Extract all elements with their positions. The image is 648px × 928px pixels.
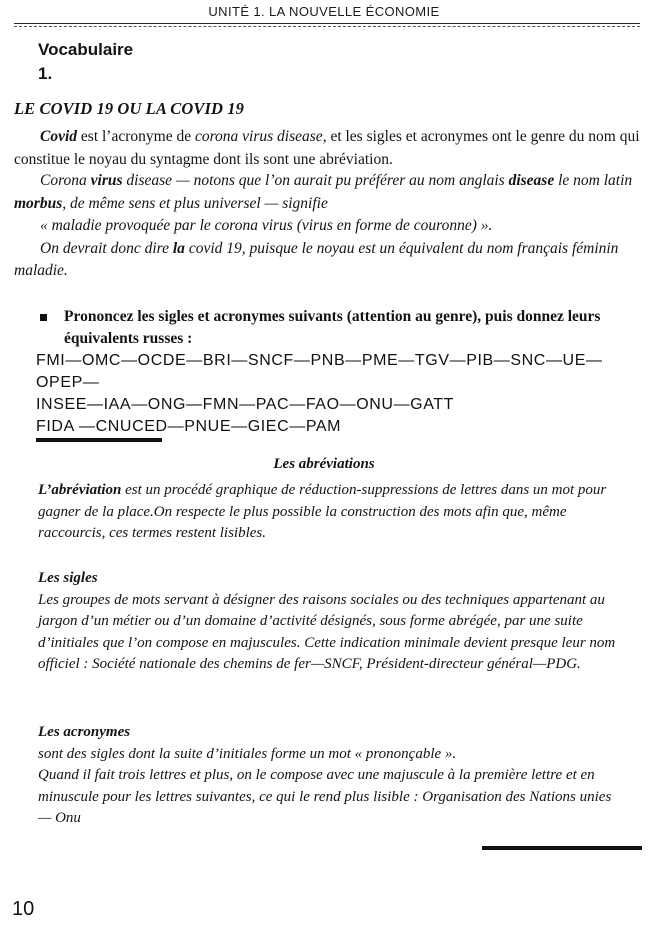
covid-p4-a: On devrait donc dire [40, 239, 173, 257]
covid-heading: LE COVID 19 OU LA COVID 19 [14, 99, 244, 118]
section-title: Vocabulaire [38, 40, 134, 59]
covid-paragraph-4 [14, 238, 644, 283]
header-rule [14, 23, 640, 27]
covid-paragraph-1 [14, 126, 640, 171]
section-number: 1. [38, 64, 53, 83]
box-bottom-rule [482, 846, 642, 850]
covid-paragraph-3: « maladie provoquée par le corona virus (virus en forme de couronne) ». [40, 217, 493, 234]
covid-p2-b: disease — notons que l’on aurait pu préférer au nom anglais [122, 172, 509, 189]
page-number: 10 [12, 898, 35, 920]
covid-p4-la: la [172, 239, 185, 257]
abbreviation-paragraph [38, 480, 628, 545]
acronym-line: FIDA —CNUCED—PNUE—GIEC—PAM [36, 418, 342, 435]
abbreviation-term: L’abréviation [38, 482, 122, 498]
acronymes-heading: Les acronymes [38, 724, 131, 740]
acronymes-line-2: Quand il fait trois lettres et plus, on le compose avec une majuscule à la première lettre et en minuscule pour les lettres suivantes, ce qui le rend plus lisible : Organisation des Nations unies — Onu [38, 767, 612, 826]
exercise-instruction-text: Prononcez les sigles et acronymes suivants (attention au genre), puis donnez leurs équivalents russes : [64, 308, 601, 347]
covid-p2-virus: virus [90, 172, 123, 189]
covid-phrase: corona virus disease [194, 128, 323, 145]
covid-p4-b: covid 19, puisque le noyau est un équivalent du nom français féminin maladie. [14, 239, 619, 279]
acronym-line: FMI—OMC—OCDE—BRI—SNCF—PNB—PME—TGV—PIB—SNC—UE—OPEP— [36, 352, 603, 391]
bullet-square-icon [40, 314, 47, 321]
box-top-rule [36, 438, 162, 442]
acronym-list [36, 350, 648, 438]
abbreviations-heading: Les abréviations [273, 456, 375, 472]
covid-p1-text-b: , et les sigles et acronymes ont le genre du nom qui constitue le noyau du syntagme dont ils sont une abréviation. [14, 128, 640, 168]
covid-p2-morbus: morbus [14, 194, 63, 212]
exercise-instruction [38, 306, 648, 350]
sigles-heading: Les sigles [38, 570, 98, 586]
covid-explanation [14, 170, 644, 283]
covid-paragraph-2 [14, 170, 644, 215]
covid-p2-d: , de même sens et plus universel — signifie [62, 194, 328, 212]
sigles-section [38, 568, 628, 676]
acronymes-line-1: sont des sigles dont la suite d’initiales forme un mot « prononçable ». [38, 745, 457, 762]
abbreviation-text: est un procédé graphique de réduction-suppressions de lettres dans un mot pour gagner de la place.On respecte le plus possible la construction des mots afin que, même raccourcis, ces termes restent lisibles. [38, 482, 607, 541]
sigles-text: Les groupes de mots servant à désigner des raisons sociales ou des techniques appartenant au jargon d’un métier ou d’un domaine d’activité désignés, sous forme abrégée, par une suite d’initiales que l’on compose en majuscules. Cette indication minimale devient presque leur nom officiel : Société nationale des chemins de fer—SNCF, Président-directeur général—PDG. [38, 591, 616, 672]
covid-p2-a: Corona [40, 172, 91, 189]
running-header: UNITÉ 1. LA NOUVELLE ÉCONOMIE [208, 4, 440, 19]
covid-p1-text-a: est l’acronyme de [77, 128, 195, 145]
acronym-line: INSEE—IAA—ONG—FMN—PAC—FAO—ONU—GATT [36, 396, 455, 413]
covid-p2-c: le nom latin [554, 172, 633, 189]
acronymes-section [38, 722, 628, 830]
covid-term: Covid [40, 128, 78, 145]
covid-p2-disease: disease [508, 172, 555, 189]
